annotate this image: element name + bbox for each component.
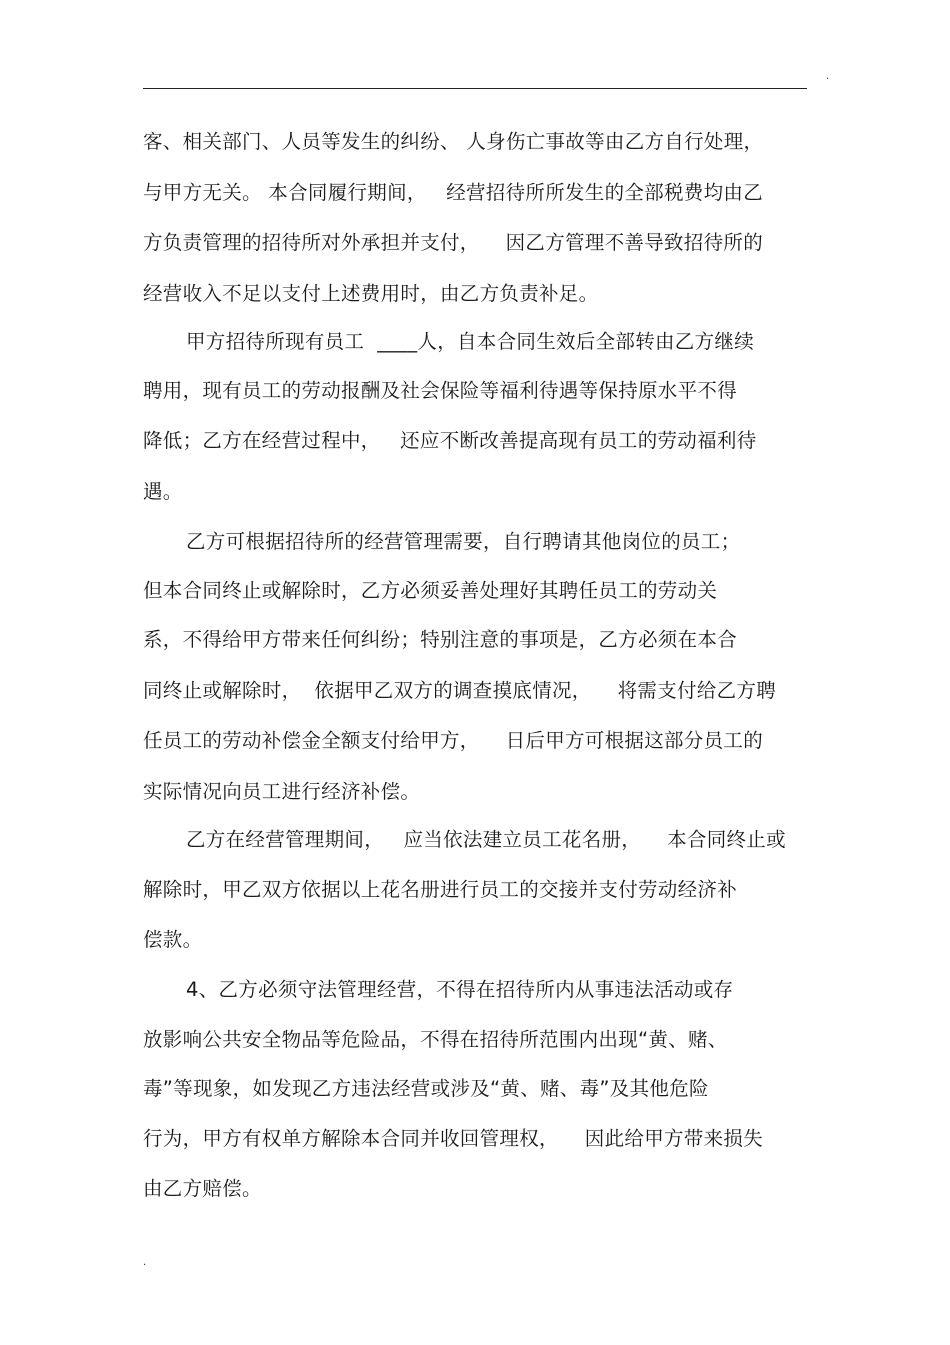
body-line: 方负责管理的招待所对外承担并支付， 因乙方管理不善导致招待所的 [143,231,763,254]
body-line: 乙方在经营管理期间， 应当依法建立员工花名册， 本合同终止或 [186,828,786,851]
body-line: 实际情况向员工进行经济补偿。 [143,780,421,803]
header-rule [143,88,807,89]
body-line: 客、相关部门、人员等发生的纠纷、 人身伤亡事故等由乙方自行处理， [143,130,764,153]
header-dot: . [826,71,830,82]
footer-dot: . [143,1257,147,1268]
body-line: 遇。 [143,480,183,503]
body-line: 解除时，甲乙双方依据以上花名册进行员工的交接并支付劳动经济补 [143,878,738,901]
body-line: 由乙方赔偿。 [143,1177,262,1200]
body-line: 偿款。 [143,928,203,951]
body-line: 经营收入不足以支付上述费用时，由乙方负责补足。 [143,282,599,305]
body-line: 降低；乙方在经营过程中， 还应不断改善提高现有员工的劳动福利待 [143,429,757,452]
body-line: 放影响公共安全物品等危险品，不得在招待所范围内出现“黄、赌、 [143,1028,728,1051]
body-line: 任员工的劳动补偿金全额支付给甲方， 日后甲方可根据这部分员工的 [143,729,763,752]
body-line: 4、乙方必须守法管理经营，不得在招待所内从事违法活动或存 [186,978,734,1001]
body-line: 系，不得给甲方带来任何纠纷；特别注意的事项是，乙方必须在本合 [143,628,738,651]
body-line: 甲方招待所现有员工 ____人，自本合同生效后全部转由乙方继续 [186,330,754,353]
body-line: 同终止或解除时， 依据甲乙双方的调查摸底情况， 将需支付给乙方聘 [143,679,776,702]
body-line: 与甲方无关。 本合同履行期间， 经营招待所所发生的全部税费均由乙 [143,181,763,204]
body-line: 但本合同终止或解除时，乙方必须妥善处理好其聘任员工的劳动关 [143,579,718,602]
body-line: 行为，甲方有权单方解除本合同并收回管理权， 因此给甲方带来损失 [143,1127,763,1150]
body-line: 聘用，现有员工的劳动报酬及社会保险等福利待遇等保持原水平不得 [143,379,738,402]
body-line: 乙方可根据招待所的经营管理需要，自行聘请其他岗位的员工； [186,530,741,553]
body-line: 毒”等现象，如发现乙方违法经营或涉及“黄、赌、毒”及其他危险 [143,1077,709,1100]
